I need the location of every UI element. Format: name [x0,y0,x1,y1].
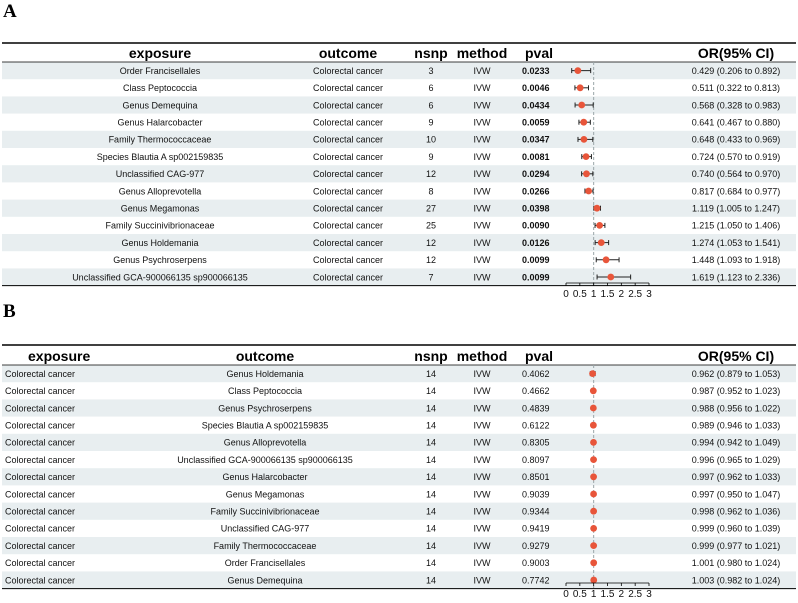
panel-a-cell-nsnp: 9 [428,151,434,162]
panel-b-cell-outcome: Unclassified GCA-900066135 sp900066135 [177,454,353,465]
panel-b-cell-nsnp: 14 [425,368,437,379]
panel-a-cell-or-ci: 1.119 (1.005 to 1.247) [692,203,780,214]
panel-a-cell-or-ci: 0.641 (0.467 to 0.880) [691,117,781,128]
panel-a-or-point [607,274,614,281]
panel-a-cell-outcome: Colorectal cancer [312,65,384,76]
panel-b-cell-or-ci: 1.001 (0.980 to 1.024) [691,558,781,569]
panel-a-x-tick-label: 1.5 [600,289,615,300]
panel-b-cell-pval: 0.9419 [522,523,550,534]
panel-a-cell-or-ci: 0.568 (0.328 to 0.983) [691,100,781,111]
panel-a-header-nsnp: nsnp [414,45,448,61]
panel-b-cell-method: IVW [473,386,491,397]
panel-a-cell-pval: 0.0046 [522,83,550,94]
panel-b-row-stripe [2,434,796,451]
panel-b-cell-outcome: Family Thermococcaceae [213,540,317,551]
panel-a-cell-or-ci: 1.274 (1.053 to 1.541) [691,237,781,248]
panel-a-cell-nsnp: 12 [425,255,437,266]
panel-a-cell-pval: 0.0233 [522,65,550,76]
panel-b-x-tick-label: 0 [563,589,569,600]
panel-b-cell-exposure: Colorectal cancer [5,386,76,397]
panel-a-cell-method: IVW [473,117,491,128]
panel-b-cell-nsnp: 14 [425,523,437,534]
panel-b-cell-outcome: Genus Psychroserpens [218,403,312,414]
panel-a-cell-or-ci: 0.740 (0.564 to 0.970) [691,169,781,180]
panel-a-cell-exposure: Genus Demequina [122,100,198,111]
panel-b-cell-method: IVW [473,540,491,551]
panel-a-cell-nsnp: 25 [425,220,437,231]
panel-a-cell-exposure: Order Francisellales [119,65,201,76]
panel-a-cell-exposure: Unclassified CAG-977 [115,169,205,180]
panel-a-cell-outcome: Colorectal cancer [312,100,384,111]
panel-a-cell-method: IVW [473,83,491,94]
panel-a-header-exposure: exposure [128,45,192,61]
panel-a-cell-outcome: Colorectal cancer [312,151,384,162]
panel-a-cell-method: IVW [473,220,491,231]
panel-a-or-point [594,205,601,212]
panel-b-cell-exposure: Colorectal cancer [5,489,76,500]
panel-a-cell-exposure: Family Succinivibrionaceae [105,220,215,231]
panel-a-cell-nsnp: 6 [428,100,434,111]
panel-b-cell-exposure: Colorectal cancer [5,575,76,586]
panel-a-x-tick-label: 1 [590,289,597,300]
panel-b-cell-method: IVW [473,437,491,448]
panel-b-x-tick-label: 2.5 [628,589,643,600]
panel-b-cell-nsnp: 14 [425,420,437,431]
panel-b-cell-nsnp: 14 [425,454,437,465]
panel-a-x-tick-label: 0 [563,289,569,300]
panel-a-cell-pval: 0.0099 [522,272,550,283]
panel-b-or-point [590,508,597,515]
panel-b-or-point [590,577,597,584]
panel-a-cell-outcome: Colorectal cancer [312,83,384,94]
panel-b-header-nsnp: nsnp [414,348,448,364]
panel-b-cell-pval: 0.8305 [522,437,550,448]
panel-b-header-pval: pval [524,348,554,364]
panel-a-cell-method: IVW [473,255,491,266]
panel-a-cell-nsnp: 6 [428,83,434,94]
panel-b-cell-nsnp: 14 [425,386,437,397]
panel-b-cell-exposure: Colorectal cancer [5,368,76,379]
panel-b-x-tick-label: 1.5 [600,589,615,600]
panel-b-or-point [590,525,597,532]
panel-a-or-point [596,222,603,229]
panel-a-cell-exposure: Genus Psychroserpens [113,255,207,266]
panel-b-cell-or-ci: 0.997 (0.962 to 1.033) [691,472,781,483]
panel-b-row-stripe [2,503,796,520]
panel-a-row-stripe [2,96,796,113]
panel-a-or-point [574,67,581,74]
panel-b-or-point [590,491,597,498]
panel-b-x-tick-label: 3 [646,589,652,600]
panel-b-cell-or-ci: 0.997 (0.950 to 1.047) [691,489,781,500]
panel-a-cell-pval: 0.0059 [522,117,550,128]
panel-letter-b: B [3,301,16,322]
panel-b-row-stripe [2,399,796,416]
panel-a-or-point [581,136,588,143]
panel-a-cell-nsnp: 12 [425,237,437,248]
panel-a-cell-pval: 0.0347 [522,134,550,145]
panel-b-cell-outcome: Unclassified CAG-977 [220,523,310,534]
panel-b-cell-outcome: Class Peptococcia [227,386,303,397]
panel-b-cell-or-ci: 0.999 (0.977 to 1.021) [691,540,781,551]
panel-b-cell-outcome: Genus Holdemania [226,368,304,379]
panel-a-cell-or-ci: 0.724 (0.570 to 0.919) [691,151,781,162]
panel-letter-a: A [3,1,17,22]
panel-a-cell-or-ci: 1.448 (1.093 to 1.918) [691,255,781,266]
panel-a-header-method: method [456,45,508,61]
panel-a-or-point [578,102,585,109]
panel-a-or-point [598,239,605,246]
panel-b-cell-pval: 0.8501 [522,472,550,483]
panel-b-or-point [590,542,597,549]
panel-b-cell-nsnp: 14 [425,403,437,414]
panel-b-cell-method: IVW [473,403,491,414]
panel-b-row-stripe [2,365,796,382]
panel-a-cell-exposure: Genus Alloprevotella [118,186,202,197]
panel-a-cell-outcome: Colorectal cancer [312,117,384,128]
panel-a-cell-pval: 0.0081 [522,151,550,162]
panel-b-cell-or-ci: 0.987 (0.952 to 1.023) [691,386,781,397]
panel-a-cell-method: IVW [473,272,491,283]
panel-b-cell-method: IVW [473,489,491,500]
panel-b-cell-outcome: Family Succinivibrionaceae [210,506,320,517]
panel-b-cell-pval: 0.9003 [522,558,550,569]
panel-b-cell-or-ci: 0.989 (0.946 to 1.033) [691,420,781,431]
panel-b-cell-nsnp: 14 [425,489,437,500]
panel-a-cell-pval: 0.0126 [522,237,550,248]
panel-b-cell-nsnp: 14 [425,472,437,483]
panel-a-cell-exposure: Genus Megamonas [120,203,200,214]
panel-b-or-point [590,405,597,412]
panel-b-cell-exposure: Colorectal cancer [5,540,76,551]
panel-a-or-point [583,170,590,177]
panel-a-cell-nsnp: 10 [425,134,437,145]
panel-b-header-method: method [456,348,508,364]
panel-a-cell-outcome: Colorectal cancer [312,255,384,266]
panel-a-or-point [577,84,584,91]
panel-b-cell-method: IVW [473,454,491,465]
panel-a-cell-pval: 0.0294 [522,169,550,180]
panel-b-cell-exposure: Colorectal cancer [5,472,76,483]
panel-a-cell-pval: 0.0266 [522,186,550,197]
panel-a-cell-nsnp: 27 [425,203,437,214]
panel-b-cell-pval: 0.9039 [522,489,550,500]
panel-a-cell-nsnp: 12 [425,169,437,180]
panel-b-cell-exposure: Colorectal cancer [5,403,76,414]
panel-a-cell-or-ci: 0.648 (0.433 to 0.969) [691,134,781,145]
panel-b-x-tick-label: 0.5 [572,589,587,600]
panel-b-or-point [590,387,597,394]
panel-a-x-tick-label: 0.5 [572,289,587,300]
panel-b-cell-method: IVW [473,523,491,534]
panel-a-cell-method: IVW [473,134,491,145]
panel-b-cell-method: IVW [473,420,491,431]
panel-a-cell-or-ci: 1.619 (1.123 to 2.336) [691,272,781,283]
panel-b-cell-pval: 0.9344 [522,506,550,517]
panel-b-cell-or-ci: 1.003 (0.982 to 1.024) [691,575,781,586]
panel-a-or-point [603,256,610,263]
panel-b-or-point [590,473,597,480]
panel-a-cell-or-ci: 0.817 (0.684 to 0.977) [691,186,781,197]
panel-a-cell-method: IVW [473,186,491,197]
panel-b-cell-method: IVW [473,506,491,517]
panel-b-row-stripe [2,571,796,588]
panel-b-cell-method: IVW [473,575,491,586]
panel-b-cell-or-ci: 0.988 (0.956 to 1.022) [691,403,781,414]
panel-a-cell-outcome: Colorectal cancer [312,237,384,248]
panel-a-cell-method: IVW [473,151,491,162]
panel-a-cell-or-ci: 1.215 (1.050 to 1.406) [691,220,781,231]
panel-b-cell-outcome: Genus Halarcobacter [222,472,308,483]
panel-a-cell-exposure: Family Thermococcaceae [108,134,212,145]
panel-a-cell-exposure: Genus Holdemania [121,237,199,248]
panel-a-cell-outcome: Colorectal cancer [312,169,384,180]
panel-b-cell-exposure: Colorectal cancer [5,558,76,569]
panel-a-header-or: OR(95% CI) [697,45,775,61]
panel-a-cell-pval: 0.0434 [522,100,550,111]
panel-a-cell-method: IVW [473,169,491,180]
panel-b-x-tick-label: 1 [590,589,597,600]
panel-a-cell-or-ci: 0.511 (0.322 to 0.813) [692,83,780,94]
panel-b-cell-nsnp: 14 [425,575,437,586]
panel-b-cell-outcome: Genus Demequina [227,575,303,586]
panel-a-or-point [585,188,592,195]
panel-b-cell-exposure: Colorectal cancer [5,437,76,448]
panel-b-cell-pval: 0.9279 [522,540,550,551]
panel-a-cell-method: IVW [473,237,491,248]
panel-a-header-outcome: outcome [318,45,378,61]
panel-b-cell-nsnp: 14 [425,506,437,517]
panel-b-cell-exposure: Colorectal cancer [5,454,76,465]
panel-b-cell-outcome: Species Blautia A sp002159835 [201,420,329,431]
panel-a-cell-pval: 0.0099 [522,255,550,266]
panel-b-or-point [590,559,597,566]
panel-b-cell-pval: 0.6122 [522,420,550,431]
panel-b-cell-method: IVW [473,558,491,569]
panel-b-row-stripe [2,468,796,485]
panel-b-cell-pval: 0.8097 [522,454,550,465]
panel-a-cell-nsnp: 9 [428,117,434,128]
panel-a-cell-exposure: Class Peptococcia [122,83,198,94]
panel-b-header-outcome: outcome [235,348,295,364]
panel-b-cell-outcome: Genus Megamonas [225,489,305,500]
panel-b-cell-exposure: Colorectal cancer [5,506,76,517]
panel-a-cell-method: IVW [473,203,491,214]
panel-a-x-tick-label: 2 [618,289,625,300]
panel-b-cell-nsnp: 14 [425,540,437,551]
panel-b-header-or: OR(95% CI) [697,348,775,364]
panel-b-cell-nsnp: 14 [425,558,437,569]
panel-a-x-tick-label: 2.5 [628,289,643,300]
panel-a-cell-method: IVW [473,65,491,76]
panel-a-x-tick-label: 3 [646,289,652,300]
panel-b-cell-or-ci: 0.999 (0.960 to 1.039) [691,523,781,534]
panel-b-or-point [590,439,597,446]
panel-a-or-point [580,119,587,126]
panel-b-cell-pval: 0.7742 [522,575,550,586]
panel-a-cell-pval: 0.0398 [522,203,550,214]
panel-b-cell-or-ci: 0.998 (0.962 to 1.036) [691,506,781,517]
panel-a-cell-exposure: Genus Halarcobacter [117,117,203,128]
panel-b-or-point [590,456,597,463]
panel-b-row-stripe [2,537,796,554]
panel-b-cell-pval: 0.4839 [522,403,550,414]
panel-b-header-exposure: exposure [28,348,91,364]
panel-a-or-point [583,153,590,160]
panel-b-cell-outcome: Genus Alloprevotella [223,437,307,448]
panel-b-cell-pval: 0.4662 [522,386,550,397]
panel-b-or-point [590,422,597,429]
panel-a-cell-outcome: Colorectal cancer [312,203,384,214]
panel-b-cell-or-ci: 0.996 (0.965 to 1.029) [691,454,781,465]
panel-a-cell-exposure: Unclassified GCA-900066135 sp900066135 [72,272,248,283]
panel-b-cell-method: IVW [473,472,491,483]
panel-a-cell-or-ci: 0.429 (0.206 to 0.892) [691,65,781,76]
panel-a-cell-outcome: Colorectal cancer [312,272,384,283]
panel-a-cell-nsnp: 8 [428,186,434,197]
panel-a-cell-outcome: Colorectal cancer [312,134,384,145]
panel-b-cell-exposure: Colorectal cancer [5,420,76,431]
panel-b-cell-outcome: Order Francisellales [224,558,306,569]
panel-b-cell-exposure: Colorectal cancer [5,523,76,534]
panel-b-cell-or-ci: 0.994 (0.942 to 1.049) [691,437,781,448]
panel-b-cell-pval: 0.4062 [522,368,550,379]
panel-a-cell-outcome: Colorectal cancer [312,186,384,197]
panel-a-cell-outcome: Colorectal cancer [312,220,384,231]
panel-a-cell-method: IVW [473,100,491,111]
panel-a-cell-pval: 0.0090 [522,220,550,231]
panel-a-header-pval: pval [524,45,554,61]
panel-a-cell-nsnp: 7 [428,272,434,283]
panel-b-cell-method: IVW [473,368,491,379]
panel-a-cell-nsnp: 3 [428,65,434,76]
panel-b-cell-or-ci: 0.962 (0.879 to 1.053) [691,368,781,379]
panel-b-or-point [589,370,596,377]
panel-b-cell-nsnp: 14 [425,437,437,448]
panel-a-cell-exposure: Species Blautia A sp002159835 [96,151,224,162]
panel-b-x-tick-label: 2 [618,589,625,600]
